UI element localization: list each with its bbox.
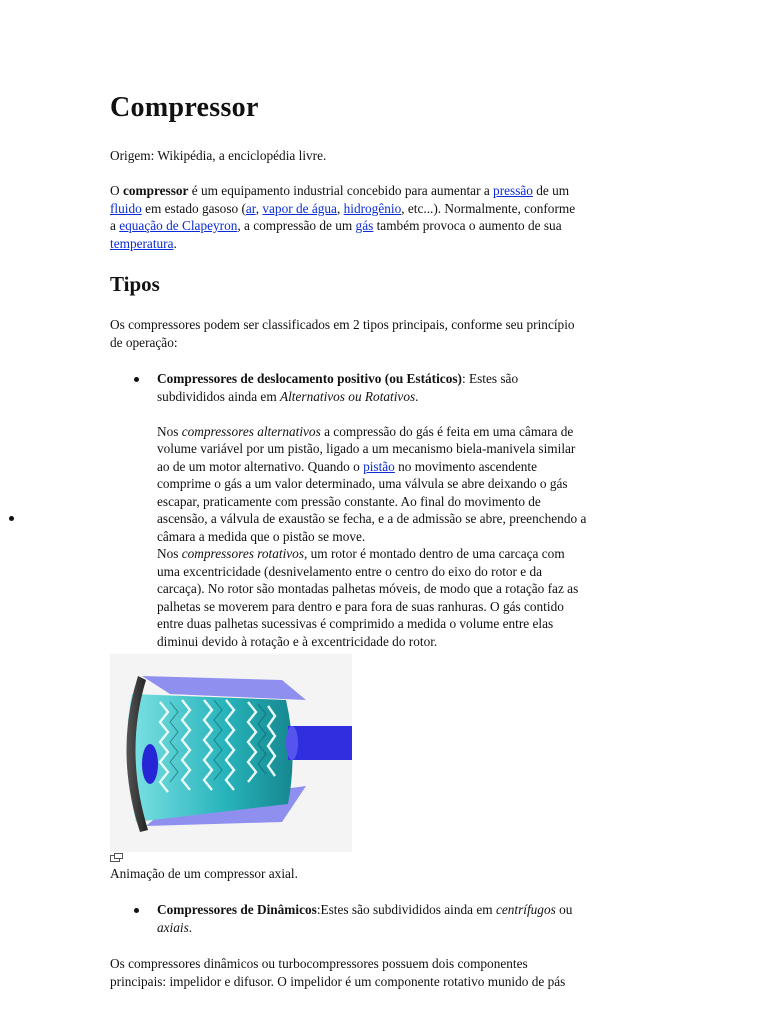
italic-term: compressores alternativos	[181, 423, 321, 439]
link-temperatura[interactable]: temperatura	[110, 235, 174, 251]
text: O	[110, 183, 123, 198]
link-fluido[interactable]: fluido	[110, 200, 142, 216]
text: , etc...). Normalmente, conforme	[401, 200, 576, 216]
text: .	[415, 388, 419, 404]
text: .	[173, 235, 177, 251]
axial-compressor-image	[110, 654, 352, 852]
text: é um equipamento industrial concebido para aumentar a	[188, 183, 494, 198]
text: a compressão do gás é feita em uma câmara de	[320, 423, 574, 439]
text: ,	[255, 200, 263, 216]
text: subdivididos ainda em	[157, 388, 280, 404]
shaft-end	[286, 726, 298, 760]
text: uma excentricidade (desnivelamento entre o centro do eixo do rotor e da	[157, 563, 543, 579]
text: comprime o gás a um valor determinado, uma válvula se abre deixando o gás	[157, 476, 568, 491]
text: câmara a medida que o pistão se move.	[157, 528, 366, 544]
text: ascensão, a válvula de exaustão se fecha, e a de admissão se abre, preenchendo a	[157, 511, 587, 526]
bullet-marker	[134, 908, 139, 913]
text: no movimento ascendente	[394, 458, 537, 474]
list-item-deslocamento	[157, 370, 662, 650]
text: Os compressores podem ser classificados em 2 tipos principais, conforme seu princípio	[110, 317, 575, 332]
link-pressao[interactable]: pressão	[493, 183, 533, 198]
italic-term: axiais	[157, 919, 189, 935]
text: principais: impelidor e difusor. O impelidor é um componente rotativo munido de pás	[110, 973, 566, 989]
text: ou	[555, 902, 573, 917]
link-ar[interactable]: ar	[245, 200, 256, 216]
page-title: Compressor	[110, 92, 259, 123]
text: palhetas se moverem para dentro e para fora de suas ranhuras. O gás contido	[157, 598, 564, 614]
text: Nos	[157, 423, 182, 439]
text: carcaça). No rotor são montadas palhetas móveis, de modo que a rotação faz as	[157, 581, 579, 596]
text: em estado gasoso (	[141, 200, 246, 216]
text: .	[188, 919, 193, 935]
text: , a compressão de um	[237, 218, 356, 233]
text: ,	[336, 200, 344, 216]
bold-term: Compressores de deslocamento positivo (ou Estáticos)	[157, 371, 462, 386]
text: , um rotor é montado dentro de uma carcaça com	[304, 546, 565, 561]
enlarge-icon[interactable]	[110, 853, 123, 862]
text: :Estes são subdivididos ainda em	[316, 902, 496, 917]
text: volume variável por um pistão, ligado a um mecanismo biela-manivela similar	[157, 441, 576, 456]
tipos-intro	[110, 316, 658, 351]
link-gas[interactable]: gás	[355, 218, 374, 233]
intro-paragraph	[110, 182, 658, 252]
text: a	[110, 218, 120, 233]
origin-note: Origem: Wikipédia, a enciclopédia livre.	[110, 148, 327, 163]
text: Nos	[157, 546, 182, 561]
text: escapar, praticamente com pressão constante. Ao final do movimento de	[157, 493, 541, 509]
text: entre duas palhetas sucessivas é comprimido a medida o volume entre elas	[157, 616, 554, 631]
inlet-hub	[142, 744, 158, 784]
text: ao de um motor alternativo. Quando o	[157, 458, 364, 474]
link-pistao[interactable]: pistão	[363, 458, 395, 474]
figure-caption: Animação de um compressor axial.	[110, 866, 298, 881]
link-vapor-de-agua[interactable]: vapor de água	[262, 200, 337, 216]
text: Os compressores dinâmicos ou turbocompressores possuem dois componentes	[110, 956, 528, 971]
italic-term: Alternativos ou Rotativos	[279, 388, 416, 404]
bold-term: Compressores de Dinâmicos	[157, 902, 317, 917]
italic-term: compressores rotativos	[181, 546, 304, 561]
bold-term: compressor	[122, 183, 189, 198]
dinamicos-paragraph	[110, 955, 658, 990]
italic-term: centrífugos	[495, 902, 556, 917]
section-heading-tipos: Tipos	[110, 272, 160, 296]
text: também provoca o aumento de sua	[373, 218, 562, 233]
text: diminui devido à rotação e à excentricidade do rotor.	[157, 633, 438, 649]
link-clapeyron[interactable]: equação de Clapeyron	[119, 218, 238, 233]
text: de um	[532, 183, 570, 198]
text: : Estes são	[461, 371, 519, 386]
bullet-marker	[134, 377, 139, 382]
text: de operação:	[110, 334, 178, 350]
axial-compressor-illustration	[110, 654, 352, 852]
list-item-dinamicos	[157, 901, 662, 936]
link-hidrogenio[interactable]: hidrogênio	[343, 200, 402, 216]
bullet-marker	[9, 516, 14, 521]
